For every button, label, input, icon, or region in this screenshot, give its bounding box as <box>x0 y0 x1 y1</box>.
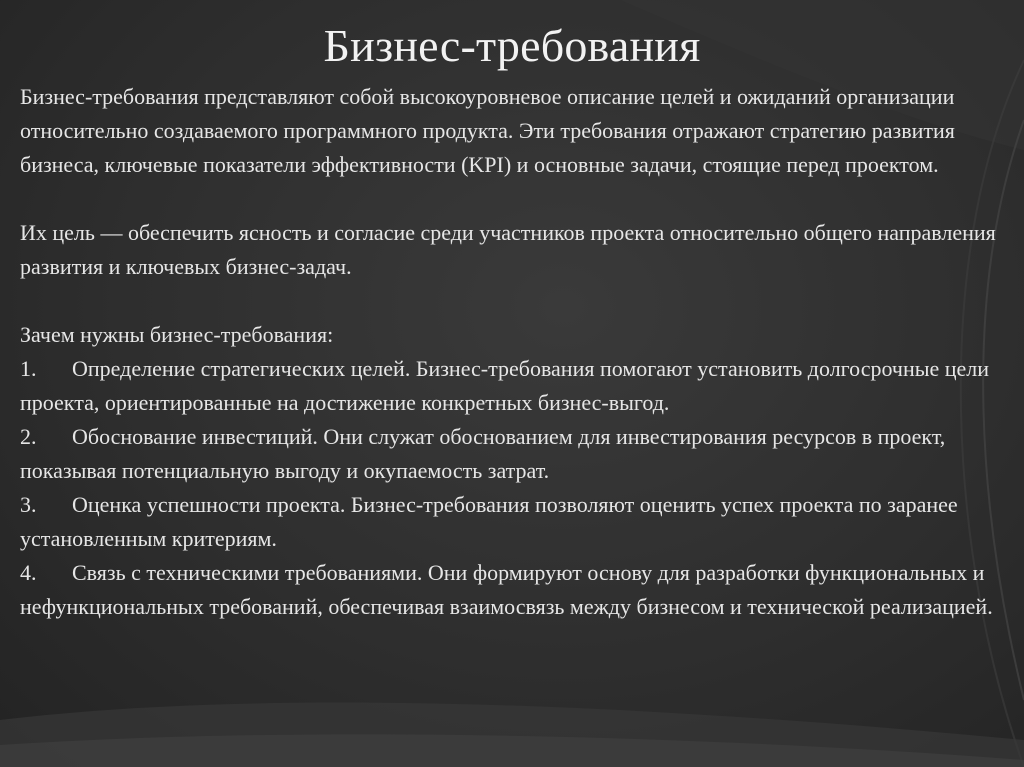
paragraph-purpose: Их цель — обеспечить ясность и согласие среди участников проекта относительно общего направления развития и ключевых бизнес-задач. <box>20 220 996 279</box>
list-item-number: 3. <box>20 492 37 517</box>
list-item-text: Связь с техническими требованиями. Они формируют основу для разработки функциональных и нефункциональных требований, обеспечивая взаимосвязь между бизнесом и технической реализацией. <box>20 560 993 619</box>
list-item-number: 4. <box>20 560 37 585</box>
paragraph-definition: Бизнес-требования представляют собой высокоуровневое описание целей и ожиданий организации относительно создаваемого программного продукта. Эти требования отражают стратегию развития бизнеса, ключевые показатели эффективности (KPI) и основные задачи, стоящие перед проектом. <box>20 84 955 177</box>
slide-body <box>20 80 1010 624</box>
list-item-number: 2. <box>20 424 37 449</box>
list-intro: Зачем нужны бизнес-требования: <box>20 322 334 347</box>
list-item-text: Определение стратегических целей. Бизнес-требования помогают установить долгосрочные цели проекта, ориентированные на достижение конкретных бизнес-выгод. <box>20 356 990 415</box>
list-item <box>20 488 1010 556</box>
list-item-number: 1. <box>20 356 37 381</box>
list-item-text: Обоснование инвестиций. Они служат обоснованием для инвестирования ресурсов в проект, показывая потенциальную выгоду и окупаемость затрат. <box>20 424 946 483</box>
paragraph-gap <box>20 182 1010 216</box>
list-item <box>20 420 1010 488</box>
reasons-list <box>20 352 1010 624</box>
paragraph-gap <box>20 284 1010 318</box>
list-item <box>20 556 1010 624</box>
slide-title: Бизнес-требования <box>323 20 701 71</box>
list-item <box>20 352 1010 420</box>
list-item-text: Оценка успешности проекта. Бизнес-требования позволяют оценить успех проекта по заранее установленным критериям. <box>20 492 958 551</box>
